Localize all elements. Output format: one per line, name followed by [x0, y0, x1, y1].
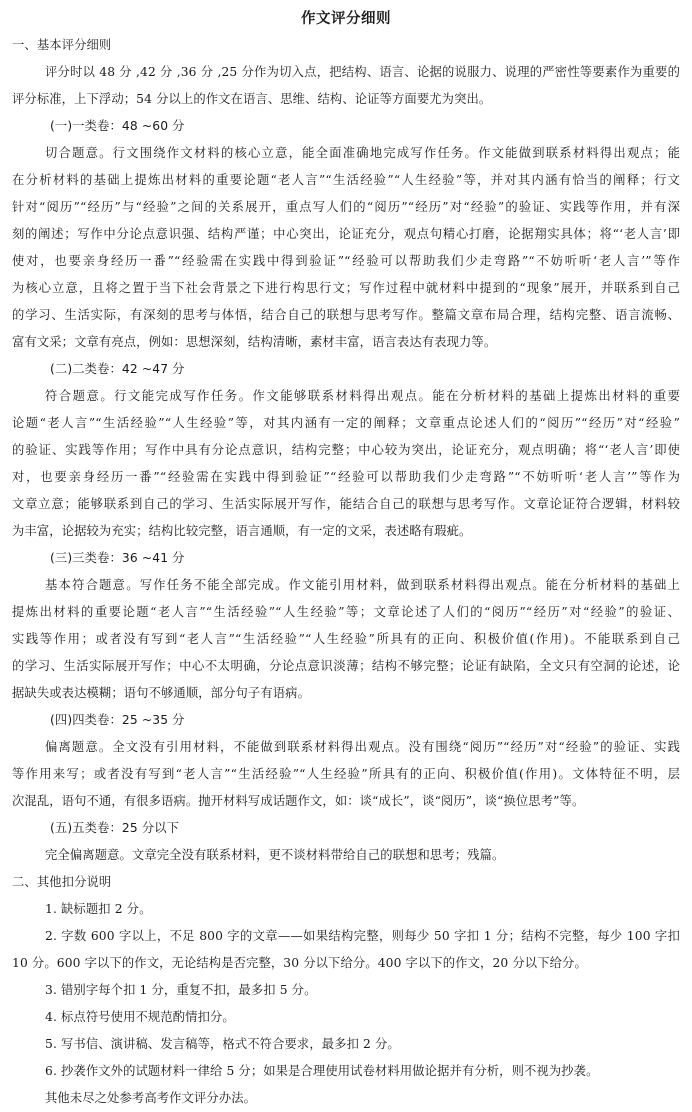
tier-heading-4: (四)四类卷：25 ~35 分 — [50, 713, 185, 727]
paragraph-line: 评分标准，上下浮动；54 分以上的作文在语言、思维、结构、论证等方面要尤为突出。 — [12, 92, 492, 106]
paragraph-line: 论题“老人言”“生活经验”“人生经验”等，对其内涵有一定的阐释；文章重点论述人们的“阅历”“经历”对“经验” — [12, 416, 680, 430]
tier-heading-1: (一)一类卷：48 ~60 分 — [50, 119, 185, 133]
paragraph-line: 为丰富，论据较为充实；结构比较完整，语言通顺，有一定的文采，表述略有瑕疵。 — [12, 524, 472, 538]
deduction-item: 2. 字数 600 字以上，不足 800 字的文章——如果结构完整，则每少 50 字扣 1 分；结构不完整，每少 100 字扣 — [45, 929, 680, 943]
paragraph-line: 的学习、生活实际展开写作；中心不太明确，分论点意识淡薄；结构不够完整；论证有缺陷，全文只有空洞的论述，论 — [12, 659, 680, 673]
paragraph-line: 基本符合题意。写作任务不能全部完成。作文能引用材料，做到联系材料得出观点。能在分析材料的基础上 — [45, 578, 680, 592]
tier-heading-5: (五)五类卷：25 分以下 — [50, 821, 180, 835]
paragraph-line: 提炼出材料的重要论题“老人言”“生活经验”“人生经验”等；文章论述了人们的“阅历”“经历”对“经验”的验证、 — [12, 605, 680, 619]
deduction-item-continued: 10 分。600 字以下的作文，无论结构是否完整，30 分以下给分。400 字以下的作文，20 分以下给分。 — [12, 956, 587, 970]
paragraph-line: 对，也要亲身经历一番”“经验需在实践中得到验证”“经验可以帮助我们少走弯路”“不妨听听‘老人言’”等作为 — [12, 470, 680, 484]
paragraph-line: 使对，也要亲身经历一番”“经验需在实践中得到验证”“经验可以帮助我们少走弯路”“不妨听听‘老人言’”等作 — [12, 254, 680, 268]
paragraph-line: 据缺失或表达模糊；语句不够通顺，部分句子有语病。 — [12, 686, 311, 700]
tier-heading-2: (二)二类卷：42 ~47 分 — [50, 362, 185, 376]
paragraph-line: 的验证、实践等作用；写作中具有分论点意识，结构完整；中心较为突出，论证充分，观点明确；将“‘老人言’即使 — [12, 443, 680, 457]
closing-note: 其他未尽之处参考高考作文评分办法。 — [45, 1091, 257, 1105]
paragraph-line: 等作用来写；或者没有写到“老人言”“生活经验”“人生经验”所具有的正向、积极价值(作用)。文体特征不明，层 — [12, 767, 680, 781]
paragraph-line: 为核心立意，且将之置于当下社会背景之下进行构思行文；写作过程中就材料中提到的“现象”展开，并联系到自己 — [12, 281, 680, 295]
deduction-item: 5. 写书信、演讲稿、发言稿等，格式不符合要求，最多扣 2 分。 — [45, 1037, 400, 1051]
paragraph-line: 切合题意。行文围绕作文材料的核心立意，能全面准确地完成写作任务。作文能做到联系材料得出观点；能 — [45, 146, 680, 160]
paragraph-line: 符合题意。行文能完成写作任务。作文能够联系材料得出观点。能在分析材料的基础上提炼出材料的重要 — [45, 389, 680, 403]
paragraph-line: 实践等作用；或者没有写到“老人言”“生活经验”“人生经验”所具有的正向、积极价值(作用)。不能联系到自己 — [12, 632, 680, 646]
tier-heading-3: (三)三类卷：36 ~41 分 — [50, 551, 185, 565]
deduction-item: 3. 错别字每个扣 1 分，重复不扣，最多扣 5 分。 — [45, 983, 317, 997]
paragraph-line: 的学习、生活实际，有深刻的思考与体悟，结合自己的联想与思考写作。整篇文章布局合理，结构完整、语言流畅、 — [12, 308, 680, 322]
section-heading-basic: 一、基本评分细则 — [12, 38, 112, 52]
paragraph-line: 针对“阅历”“经历”与“经验”之间的关系展开，重点写人们的“阅历”“经历”对“经验”的验证、实践等作用，并有深 — [12, 200, 680, 214]
paragraph-line: 在分析材料的基础上提炼出材料的重要论题“老人言”“生活经验”“人生经验”等，并对其内涵有恰当的阐释；行文 — [12, 173, 680, 187]
section-heading-deductions: 二、其他扣分说明 — [12, 875, 112, 889]
paragraph-line: 富有文采；文章有亮点，例如：思想深刻，结构清晰，素材丰富，语言表达有表现力等。 — [12, 335, 497, 349]
deduction-item: 4. 标点符号使用不规范酌情扣分。 — [45, 1010, 235, 1024]
paragraph-line: 评分时以 48 分 ,42 分 ,36 分 ,25 分作为切入点，把结构、语言、论据的说服力、说理的严密性等要素作为重要的 — [45, 65, 680, 79]
paragraph-line: 刻的阐述；写作中分论点意识强、结构严谨；中心突出，论证充分，观点句精心打磨，论据翔实具体；将“‘老人言’即 — [12, 227, 680, 241]
page-title: 作文评分细则 — [301, 11, 391, 27]
deduction-item: 6. 抄袭作文外的试题材料一律给 5 分；如果是合理使用试卷材料用做论据并有分析，则不视为抄袭。 — [45, 1064, 599, 1078]
paragraph-line: 偏离题意。全文没有引用材料，不能做到联系材料得出观点。没有围绕“阅历”“经历”对“经验”的验证、实践 — [45, 740, 680, 754]
paragraph-line: 完全偏离题意。文章完全没有联系材料，更不谈材料带给自己的联想和思考；残篇。 — [45, 848, 505, 862]
paragraph-line: 文章立意；能够联系到自己的学习、生活实际展开写作，能结合自己的联想与思考写作。文章论证符合逻辑，材料较 — [12, 497, 680, 511]
paragraph-line: 次混乱，语句不通，有很多语病。抛开材料写成话题作文，如：谈“成长”，谈“阅历”，谈“换位思考”等。 — [12, 794, 585, 808]
deduction-item: 1. 缺标题扣 2 分。 — [45, 902, 152, 916]
